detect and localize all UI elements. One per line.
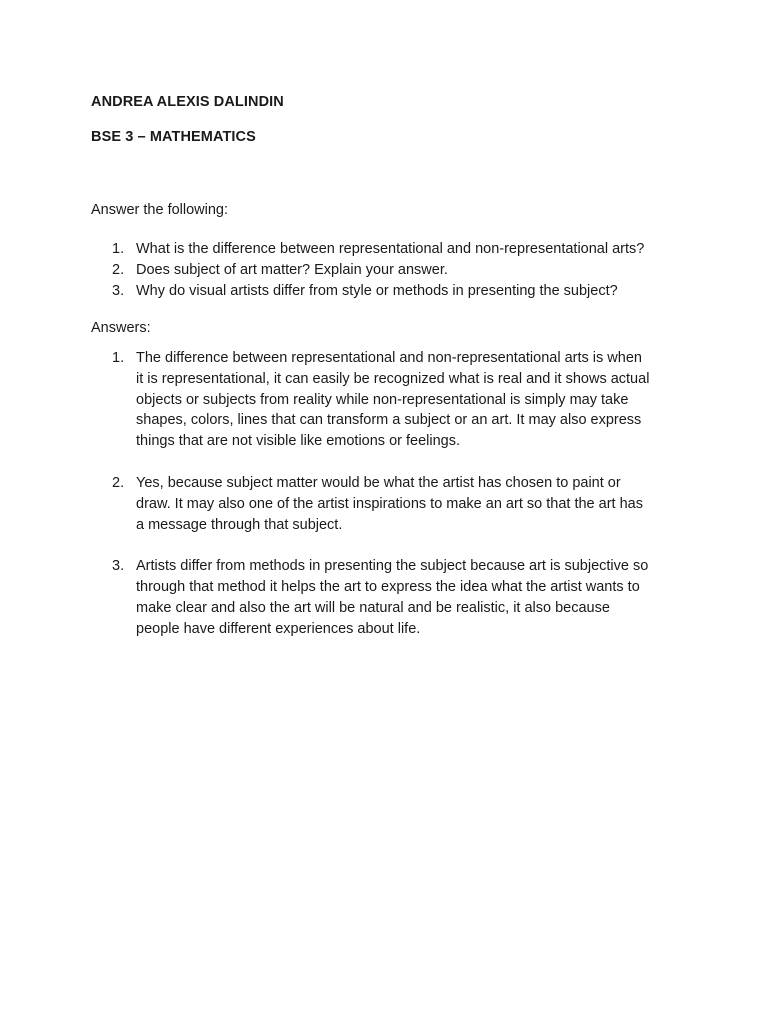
question-item: [91, 281, 691, 302]
question-number: 2.: [112, 262, 125, 278]
answer-text: Artists differ from methods in presenting the subject because art is subjective so through that method it helps the art to express the idea what the artist wants to make clear and also the art will be natural and be realistic, it also because people have different experiences about life.: [136, 558, 649, 637]
answer-number: 3.: [112, 558, 125, 575]
answer-item: [91, 473, 651, 535]
answers-intro: Answers:: [91, 320, 151, 336]
answer-item: [91, 348, 651, 452]
answer-number: 2.: [112, 474, 125, 491]
answer-text: Yes, because subject matter would be what the artist has chosen to paint or draw. It may also one of the artist inspirations to make an art so that the art has a message through that subject.: [136, 474, 643, 533]
question-text: Does subject of art matter? Explain your answer.: [136, 262, 448, 278]
answers-list: [91, 348, 651, 661]
question-text: Why do visual artists differ from style or methods in presenting the subject?: [136, 283, 618, 299]
question-number: 1.: [112, 241, 125, 257]
question-item: [91, 239, 691, 260]
author-name: ANDREA ALEXIS DALINDIN: [91, 94, 284, 110]
questions-intro: Answer the following:: [91, 202, 229, 218]
question-text: What is the difference between representational and non-representational arts?: [136, 241, 645, 257]
question-item: [91, 260, 691, 281]
answer-number: 1.: [112, 350, 125, 366]
answer-item: [91, 556, 651, 639]
answer-text: The difference between representational and non-representational arts is when it is representational, it can easily be recognized what is real and it shows actual objects or subjects from reality while non-representational is simply may take shapes, colors, lines that can transform a subject or an art. It may also express things that are not visible like emotions or feelings.: [136, 350, 650, 450]
questions-list: [91, 239, 691, 302]
course-title: BSE 3 – MATHEMATICS: [91, 129, 256, 145]
question-number: 3.: [112, 283, 125, 299]
